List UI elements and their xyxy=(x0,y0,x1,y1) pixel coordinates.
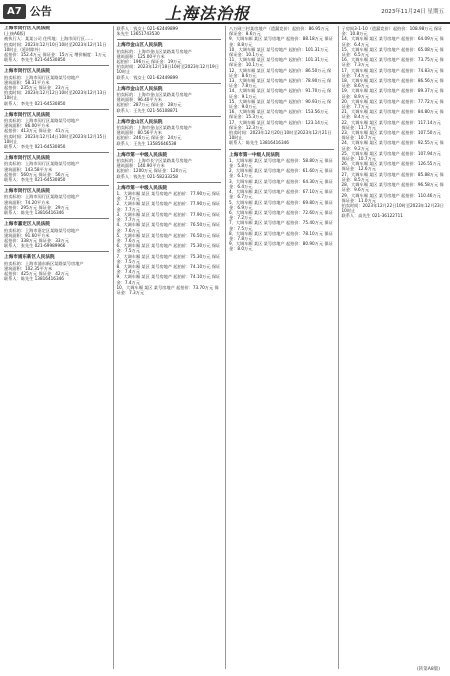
newspaper-masthead: 上海法治报 xyxy=(165,4,251,23)
notice-line: 联系人：李先生 021-64530850 xyxy=(4,100,66,106)
notice-line: 拍卖标的：上海市金山区某路某号房地产 xyxy=(116,125,192,131)
notice-line: 28、大调车厢 某区 某号房地产 起拍价：96.58万元 保证金：9.6万元 xyxy=(341,182,444,193)
page-header xyxy=(0,0,450,24)
notice-line: 16、大调车厢 某区 某号房地产 起拍价：73.75万元 保证金：7.3万元 xyxy=(341,57,444,68)
notice-line: 1、大调车厢 某区 某号房地产 起拍价：77.90万元 保证金：7.7万元 xyxy=(116,191,221,202)
auction-notice xyxy=(4,113,109,149)
notice-line: 23、大调车厢 某区 某号房地产 起拍价：107.50万元 保证金：10.7万元 xyxy=(341,130,441,141)
court-name: 上海市闵行区人民法院 xyxy=(4,156,50,162)
notice-divider xyxy=(4,65,109,66)
notice-line: 12、大调车厢 某区 某号房地产 起拍价：86.50万元 保证金：8.6万元 xyxy=(229,67,332,78)
page-number-badge: A7 xyxy=(3,4,26,19)
notice-line: 10、大调车厢 某区 某号房地产 起拍价：73.70万元 保证金：7.3万元 xyxy=(116,284,219,295)
notice-line: 14、大调车厢 某区 某号房地产 起拍价：91.70万元 保证金：9.1万元 xyxy=(229,88,332,99)
notice-line: 9、大调车厢 某区 某号房地产 起拍价：80.90万元 保证金：8.0万元 xyxy=(229,241,333,252)
notice-line: 拍卖时间：2023年12月12日10时至2023年12月13日10时止 xyxy=(4,90,107,101)
notice-line: 20、大调车厢 某区 某号房地产 起拍价：77.72万元 保证金：7.7万元 xyxy=(341,98,444,110)
notice-line: 19、大调车厢 某区 某号房地产 起拍价：89.37万元 保证金：8.9万元 xyxy=(341,88,444,99)
notice-line: 拍卖标的：上海市嘉定区某路某号房地产 xyxy=(4,227,80,233)
notice-line: 29、大调车厢 某区 某号房地产 起拍价：110.46万元 保证金：11.0万元 xyxy=(341,192,441,203)
notice-line: 27、大调车厢 某区 某号房地产 起拍价：85.88万元 保证金：8.5万元 xyxy=(341,171,444,182)
notice-line: 建筑面积：125.00平方米 xyxy=(116,53,165,59)
column-4 xyxy=(338,26,447,669)
notice-line: 13、大调车厢 某区 某号房地产 起拍价：78.90万元 保证金：7.8万元 xyxy=(229,78,332,89)
notice-line: 起拍价：196万元 保证金：19万元 xyxy=(116,59,182,65)
notice-line: 联系人：张先生 021-69989966 xyxy=(4,243,66,249)
auction-notice xyxy=(117,153,222,179)
notice-line: 建筑面积：102.35平方米 xyxy=(4,265,53,271)
notice-divider xyxy=(4,152,109,153)
notice-line: 起拍价：287万元 保证金：28万元 xyxy=(116,102,182,108)
court-name: 上海市闵行区人民法院 xyxy=(4,189,50,195)
notice-line: 被执行人：某某公司 住所地：上海市闵行区…… xyxy=(4,36,94,42)
court-name: 上海市闵行区人民法院 xyxy=(4,112,50,118)
notice-line: 起拍价：235万元 保证金：23万元 xyxy=(4,85,69,91)
auction-notice xyxy=(4,189,109,215)
notice-divider xyxy=(117,116,222,117)
notice-line: 8、大调车厢 某区 某号房地产 起拍价：78.10万元 保证金：7.8万元 xyxy=(229,230,333,241)
notice-line: 建筑面积：140.90平方米 xyxy=(116,163,165,169)
court-name: 上海市金山区人民法院 xyxy=(116,86,163,92)
notice-line: 拍卖标的：上海市长宁区某路某号房地产 xyxy=(116,158,192,164)
notice-line: 7、大调车厢 某区 某号房地产 起拍价：75.40万元 保证金：7.5万元 xyxy=(229,220,333,231)
notice-divider xyxy=(117,39,222,40)
notice-line: 八万网三村某房地产（遗漏竞价）起拍价：86.95万元 保证金：8.6万元 xyxy=(229,26,329,37)
notice-line: 拍卖时间：2023年12月20日10时至2023年12月21日10时止 xyxy=(229,130,332,141)
notice-line: 联系人：王先生 021-56108871 xyxy=(116,107,178,113)
court-name: 上海市闵行区人民法院 xyxy=(4,69,50,75)
notice-line: 联系人：高先生 021-36122711 xyxy=(341,213,403,219)
notice-line: 建筑面积：96.40平方米 xyxy=(116,97,162,103)
notice-divider xyxy=(229,149,334,150)
notice-line: 联系人：钱女士 021-62449899 xyxy=(116,74,178,80)
notice-line: 联系人：钱先生 021-58233258 xyxy=(116,173,178,179)
notice-line: 6、大调车厢 某区 某号房地产 起拍价：75.30万元 保证金：7.5万元 xyxy=(116,243,221,254)
notice-line: 建筑面积：58.31平方米 xyxy=(4,79,50,85)
section-title: 公告 xyxy=(29,5,52,18)
notice-line: 21、大调车厢 某区 某号房地产 起拍价：84.80万元 保证金：8.4万元 xyxy=(341,109,444,120)
court-name: 上海市金山区人民法院 xyxy=(116,43,163,49)
notice-line: 拍卖时间：2023年12月18日10时至2023年12月19日10时止 xyxy=(116,64,219,75)
notice-line: 拍卖标的：上海市闵行区某路某号房地产 xyxy=(4,118,80,124)
notice-divider xyxy=(4,109,109,110)
notice-line: 拍卖标的：上海市闵行区某路某号房地产 xyxy=(4,74,80,80)
notice-line: 6、大调车厢 某区 某号房地产 起拍价：72.60万元 保证金：7.2万元 xyxy=(229,209,333,221)
notice-line: 8、大调车厢 某区 某号房地产 起拍价：74.10万元 保证金：7.4万元 xyxy=(116,263,221,275)
notice-line: 建筑面积：86.00平方米 xyxy=(4,123,50,129)
notice-divider xyxy=(4,251,109,252)
column-2 xyxy=(113,26,222,669)
notice-line: 拍卖时间：2023年12月14日10时至2023年12月15日10时止 xyxy=(4,133,107,144)
auction-notice xyxy=(117,186,222,295)
court-name: 上海市浦东新区人民法院 xyxy=(4,255,55,261)
column-3 xyxy=(225,26,334,669)
notice-line: 联系人：陈先生 13816416346 xyxy=(4,210,64,216)
notice-divider xyxy=(4,185,109,186)
notice-line: 2、大调车厢 某区 某号房地产 起拍价：61.60万元 保证金：6.1万元 xyxy=(229,168,333,179)
notice-line: 3、大调车厢 某区 某号房地产 起拍价：64.30万元 保证金：6.4万元 xyxy=(229,178,333,189)
notice-line: 联系人：陈先生 13816416346 xyxy=(229,140,289,146)
notice-line: 22、大调车厢 某区 某号房地产 起拍价：117.14万元 保证金：11.7万元 xyxy=(341,119,441,130)
notice-line: 9、大调车厢 某区 某号房地产 起拍价：88.18万元 保证金：8.8万元 xyxy=(229,36,333,47)
auction-notice xyxy=(117,87,222,113)
auction-notice xyxy=(117,43,222,79)
notice-divider xyxy=(117,149,222,150)
court-name: 上海市嘉定区人民法院 xyxy=(4,222,50,228)
notice-line: 18、大调车厢 某区 某号房地产 起拍价：86.56万元 保证金：8.6万元 xyxy=(341,78,444,89)
notice-line: 朱先生 13651743530 xyxy=(116,31,160,37)
notice-divider xyxy=(117,182,222,183)
notice-line: 9、大调车厢 某区 某号房地产 起拍价：74.10万元 保证金：7.4万元 xyxy=(116,274,221,285)
notice-line: 3、大调车厢 某区 某号房地产 起拍价：77.90万元 保证金：7.7万元 xyxy=(116,211,221,223)
notice-line: 建筑面积：91.60平方米 xyxy=(4,232,50,238)
notice-line: 5、大调车厢 某区 某号房地产 起拍价：76.50万元 保证金：7.6万元 xyxy=(116,232,221,243)
notice-line: 17、大调车厢 某区 某号房地产 起拍价：74.83万元 保证金：7.4万元 xyxy=(341,67,444,78)
notice-line: 15、大调车厢 某区 某号房地产 起拍价：65.08万元 保证金：6.5万元 xyxy=(341,46,444,58)
notice-line: 4、大调车厢 某区 某号房地产 起拍价：76.50万元 保证金：7.6万元 xyxy=(116,222,221,233)
notice-line: 联系人：王先生 13585646538 xyxy=(116,140,177,146)
court-name: 上海市第一中级人民法院 xyxy=(229,152,280,158)
auction-notice xyxy=(4,222,109,248)
notice-line: 起拍价：246万元 保证金：24万元 xyxy=(116,135,182,141)
notice-line: 起拍价：425万元 保证金：42万元 xyxy=(4,270,69,276)
notice-line: (上接A6版) xyxy=(4,31,26,37)
notice-line: 拍卖时间：2023年12月22日10时至2023年12月23日10时止 xyxy=(341,202,444,214)
notice-line: 建筑面积：80.56平方米 xyxy=(116,130,162,136)
notice-line: 拍卖时间：2023年12月10日10时至2023年12月11日10时止（延时除外） xyxy=(4,41,107,52)
notice-line: 拍卖标的：上海市闵行区某路某号房地产 xyxy=(4,194,80,200)
notice-columns xyxy=(4,26,446,669)
notice-divider xyxy=(4,218,109,219)
auction-notice xyxy=(229,153,334,252)
notice-line: 25、大调车厢 某区 某号房地产 起拍价：107.94万元 保证金：10.7万元 xyxy=(341,150,441,162)
notice-line: 联系人：陈先生 13816416346 xyxy=(4,276,64,282)
notice-line: 24、大调车厢 某区 某号房地产 起拍价：92.55万元 保证金：9.2万元 xyxy=(341,140,444,151)
auction-notice xyxy=(4,69,109,105)
notice-line: 建筑面积：74.20平方米 xyxy=(4,199,50,205)
notice-line: 拍卖标的：上海市金山区某路某号房地产 xyxy=(116,92,192,98)
notice-line: 2、大调车厢 某区 某号房地产 起拍价：77.90万元 保证金：7.7万元 xyxy=(116,201,221,212)
notice-line: 联系人：李先生 021-64530850 xyxy=(4,57,66,63)
notice-line: 起拍价：152.4万元 保证金：15万元 增价幅度：1万元 xyxy=(4,52,107,58)
court-name: 上海市金山区人民法院 xyxy=(116,119,163,125)
notice-line: 15、大调车厢 某区 某号房地产 起拍价：90.93万元 保证金：9.0万元 xyxy=(229,98,332,110)
auction-notice xyxy=(4,156,109,182)
court-name: 上海市闵行区人民法院 xyxy=(4,26,50,31)
page-marker xyxy=(3,3,52,19)
notice-line: 拍卖标的：上海市浦东新区某路某号房地产 xyxy=(4,260,84,266)
notice-line: 7、大调车厢 某区 某号房地产 起拍价：75.30万元 保证金：7.5万元 xyxy=(116,253,221,264)
notice-line: 联系人：李先生 021-64530850 xyxy=(4,177,66,183)
issue-date: 2023年11月24日 星期五 xyxy=(381,9,444,15)
court-name: 上海市第一中级人民法院 xyxy=(116,185,168,191)
notice-line: 起拍价：1200万元 保证金：120万元 xyxy=(116,168,187,174)
auction-notice xyxy=(4,255,109,281)
notice-line: 联系人：李先生 021-64530850 xyxy=(4,144,66,150)
notice-line: 4、大调车厢 某区 某号房地产 起拍价：67.10万元 保证金：6.7万元 xyxy=(229,189,333,200)
notice-line: 起拍价：560万元 保证金：56万元 xyxy=(4,171,69,177)
notice-line: 14、大调车厢 某区 某号房地产 起拍价：64.09万元 保证金：6.4万元 xyxy=(341,36,444,47)
notice-line: 11、大调车厢 某区 某号房地产 起拍价：101.31万元 保证金：10.1万元 xyxy=(229,57,329,68)
auction-notice xyxy=(342,26,447,219)
court-name: 上海市第一中级人民法院 xyxy=(116,152,168,158)
notice-line: 10、大调车厢 某区 某号房地产 起拍价：101.31万元 保证金：10.1万元 xyxy=(229,46,329,58)
notice-line: 起拍价：295万元 保证金：29万元 xyxy=(4,204,69,210)
notice-line: 17、大调车厢 某区 某号房地产 起拍价：123.14万元 保证金：12.3万元 xyxy=(229,119,329,130)
notice-line: 1、大调车厢 某区 某号房地产 起拍价：58.80万元 保证金：5.8万元 xyxy=(229,157,333,169)
notice-line: 5、大调车厢 某区 某号房地产 起拍价：69.80万元 保证金：6.9万元 xyxy=(229,199,333,210)
notice-line: 26、大调车厢 某区 某号房地产 起拍价：126.55万元 保证金：12.6万元 xyxy=(341,161,441,172)
notice-line: 联系人：钱女士 021-62449899 xyxy=(116,26,178,31)
auction-notice xyxy=(117,120,222,146)
notice-line: 建筑面积：143.58平方米 xyxy=(4,166,53,172)
notice-line: 16、大调车厢 某区 某号房地产 起拍价：153.56万元 保证金：15.3万元 xyxy=(229,109,329,120)
auction-notice xyxy=(117,26,222,36)
notice-line: 起拍价：413万元 保证金：41万元 xyxy=(4,128,69,134)
continued-note: (转第A8版) xyxy=(417,667,440,672)
notice-divider xyxy=(117,83,222,84)
auction-notice xyxy=(229,26,334,146)
notice-line: 拍卖标的：上海市闵行区某路某号房地产 xyxy=(4,161,80,167)
column-1 xyxy=(4,26,109,669)
notice-line: 起拍价：338万元 保证金：33万元 xyxy=(4,237,69,243)
notice-line: 子房间3-1-10（遗漏竞价）起拍价：108.98万元 保证金：10.8万元 xyxy=(341,26,443,37)
auction-notice xyxy=(4,26,109,62)
notice-line: 拍卖标的：上海市金山区某路某号房地产 xyxy=(116,48,192,54)
